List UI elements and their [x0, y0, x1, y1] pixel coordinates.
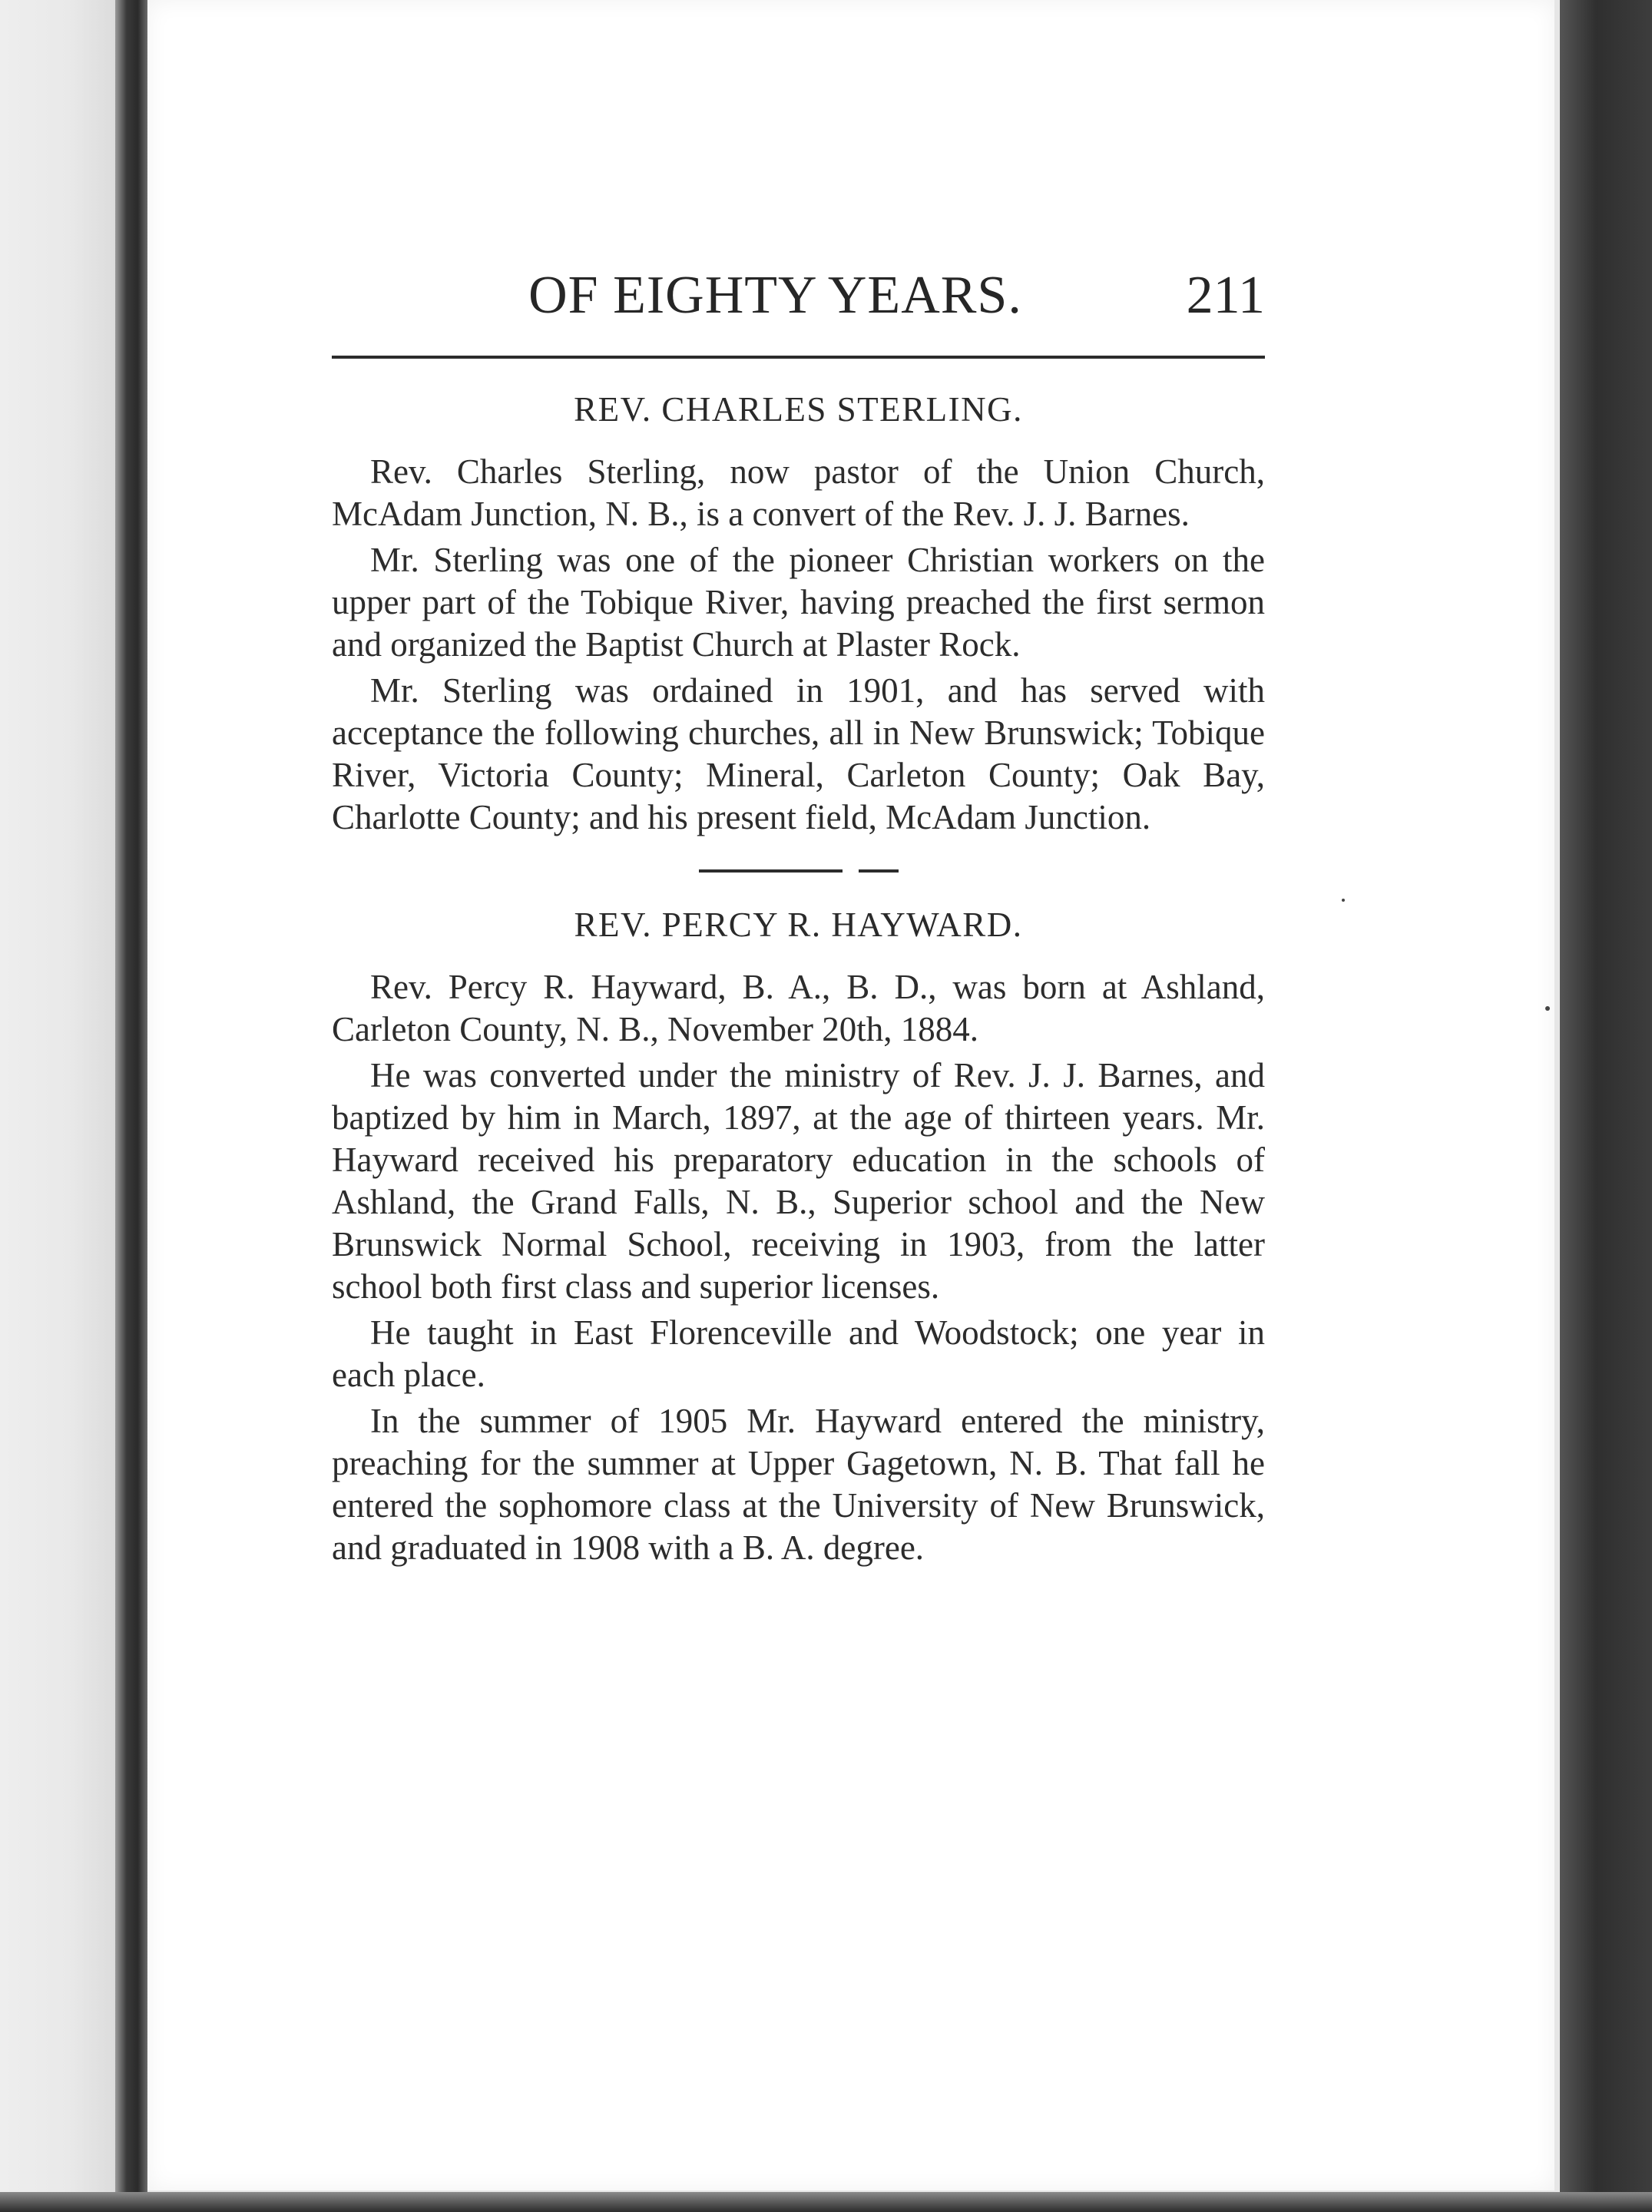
- book-page: [147, 0, 1554, 2190]
- scan-speck: [1342, 899, 1345, 902]
- header-rule: [332, 356, 1265, 359]
- page-text-block: [332, 265, 1265, 1573]
- running-header: [332, 265, 1265, 349]
- scan-bottom-border: [0, 2192, 1652, 2212]
- section-divider: [699, 869, 899, 873]
- section-heading: REV. CHARLES STERLING.: [574, 390, 1023, 429]
- paragraph: Mr. Sterling was one of the pioneer Christian workers on the upper part of the Tobique River, having preached the first sermon and organized the Baptist Church at Plaster Rock.: [332, 541, 1265, 664]
- section-percy-hayward: [332, 905, 1265, 1569]
- section-heading: REV. PERCY R. HAYWARD.: [574, 906, 1023, 944]
- paragraph: Rev. Percy R. Hayward, B. A., B. D., was born at Ashland, Carleton County, N. B., November 20th, 1884.: [332, 968, 1265, 1048]
- paragraph: In the summer of 1905 Mr. Hayward entered the ministry, preaching for the summer at Upper Gagetown, N. B. That fall he entered the sophomore class at the University of New Brunswick, and graduated in 1908 with a B. A. degree.: [332, 1402, 1265, 1567]
- scan-right-border: [1560, 0, 1652, 2212]
- book-gutter-shadow: [115, 0, 147, 2212]
- section-charles-sterling: [332, 389, 1265, 839]
- facing-page-edge: [0, 0, 115, 2212]
- paragraph: Rev. Charles Sterling, now pastor of the Union Church, McAdam Junction, N. B., is a convert of the Rev. J. J. Barnes.: [332, 452, 1265, 533]
- paragraph: He taught in East Florenceville and Woodstock; one year in each place.: [332, 1313, 1265, 1394]
- page-number: 211: [1186, 266, 1265, 325]
- paragraph: Mr. Sterling was ordained in 1901, and has served with acceptance the following churches, all in New Brunswick; Tobique River, Victoria County; Mineral, Carleton County; Oak Bay, Charlotte County; and his present field, McAdam Junction.: [332, 671, 1265, 836]
- scan-speck: [1545, 1006, 1550, 1011]
- running-title: OF EIGHTY YEARS.: [528, 266, 1022, 325]
- paragraph: He was converted under the ministry of Rev. J. J. Barnes, and baptized by him in March, 1897, at the age of thirteen years. Mr. Hayward received his preparatory education in the schools of Ashland, the Grand Falls, N. B., Superior school and the New Brunswick Normal School, receiving in 1903, from the latter school both first class and superior licenses.: [332, 1056, 1265, 1306]
